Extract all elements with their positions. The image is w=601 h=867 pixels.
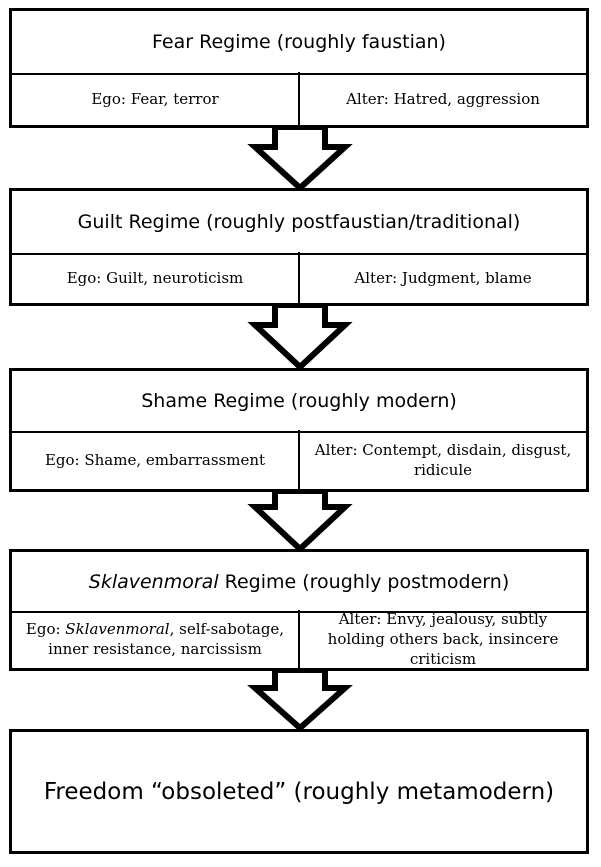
guilt-regime-box [9, 188, 589, 306]
shame-ego-cell: Ego: Shame, embarrassment [12, 430, 300, 489]
guilt-regime-cells [12, 252, 586, 303]
sklavenmoral-regime-box [9, 549, 589, 671]
shame-alter-cell: Alter: Contempt, disdain, disgust, ridicule [314, 440, 572, 479]
fear-ego-cell: Ego: Fear, terror [12, 72, 300, 125]
sklavenmoral-title-rest: Regime (roughly postmodern) [218, 570, 510, 593]
down-arrow-1 [0, 127, 601, 191]
fear-regime-title: Fear Regime (roughly faustian) [12, 11, 586, 75]
sklavenmoral-title-italic: Sklavenmoral [88, 570, 219, 593]
fear-alter-cell: Alter: Hatred, aggression [346, 89, 540, 108]
fear-regime-cells [12, 72, 586, 125]
shame-regime-cells [12, 430, 586, 489]
sklavenmoral-ego-prefix: Ego: [25, 620, 66, 638]
sklavenmoral-ego-cell [12, 610, 300, 668]
shame-regime-title: Shame Regime (roughly modern) [12, 371, 586, 433]
guilt-regime-title: Guilt Regime (roughly postfaustian/traditional) [12, 191, 586, 255]
down-arrow-2 [0, 305, 601, 371]
guilt-ego-cell: Ego: Guilt, neuroticism [12, 252, 300, 303]
shame-regime-box [9, 368, 589, 492]
sklavenmoral-regime-cells [12, 610, 586, 668]
guilt-alter-cell: Alter: Judgment, blame [354, 268, 532, 287]
down-arrow-4 [0, 670, 601, 732]
sklavenmoral-ego-italic: Sklavenmoral [65, 620, 170, 638]
sklavenmoral-regime-title [12, 552, 586, 613]
down-arrow-3 [0, 491, 601, 553]
freedom-title: Freedom “obsoleted” (roughly metamodern) [43, 778, 555, 805]
fear-regime-box [9, 8, 589, 128]
freedom-box [9, 729, 589, 854]
sklavenmoral-ego-rest: , self-sabotage, inner resistance, narcissism [48, 620, 285, 658]
sklavenmoral-alter-cell: Alter: Envy, jealousy, subtly holding others back, insincere criticism [327, 610, 559, 668]
